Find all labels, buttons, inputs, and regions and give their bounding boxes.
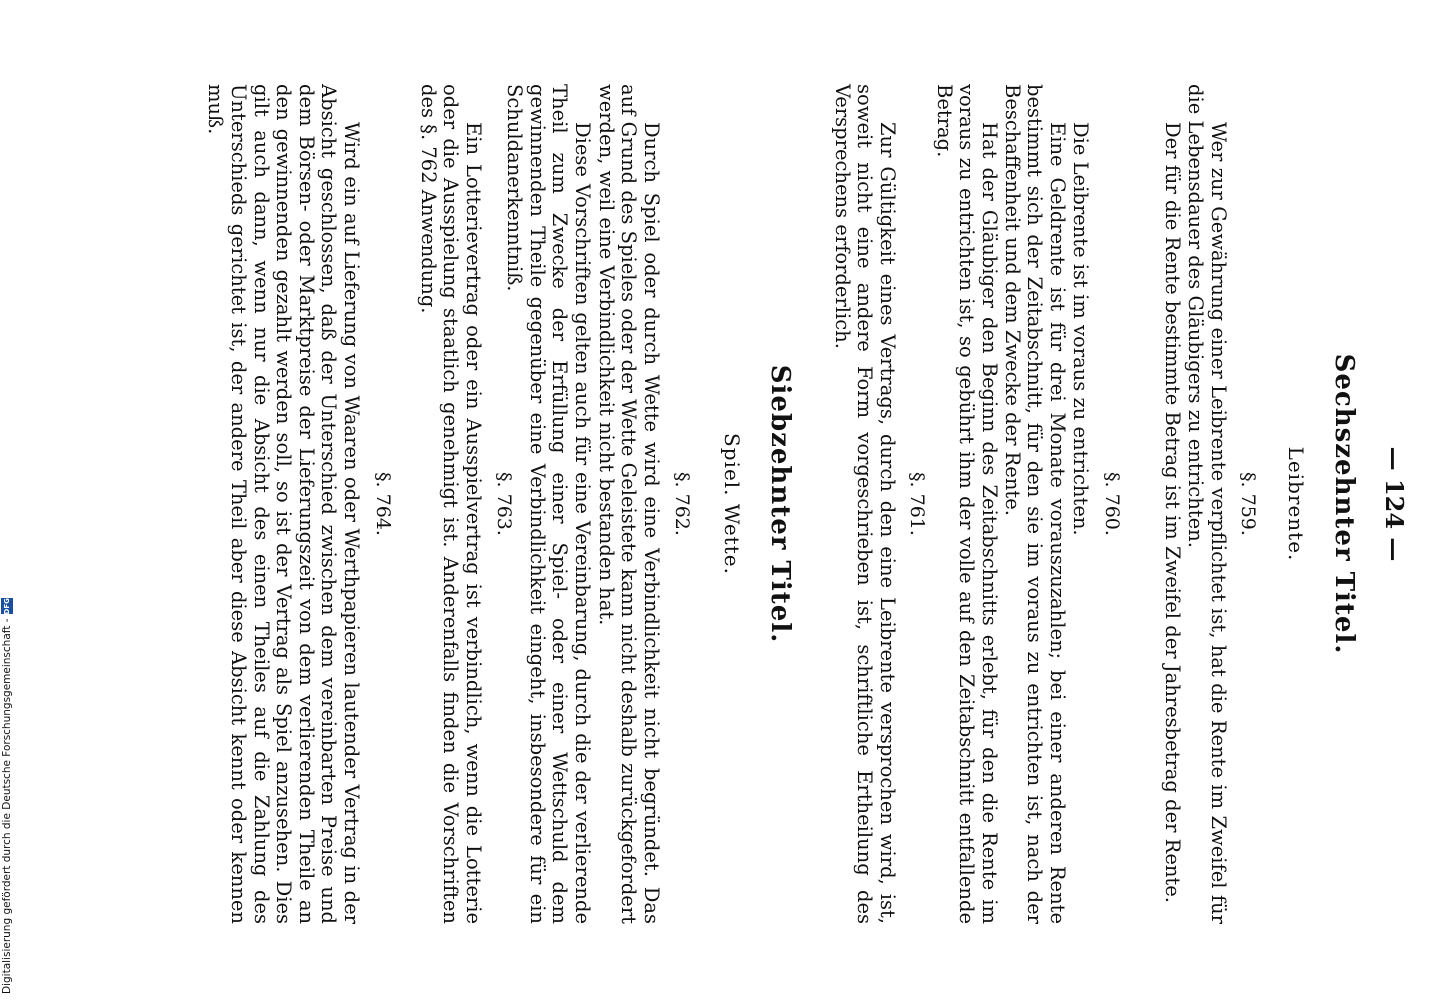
paragraph-764: Wird ein auf Lieferung von Waaren oder Werthpapieren lautender Vertrag in der Absicht geschlossen, daß der Unterschied zwischen dem vereinbarten Preise und dem Börsen- oder Marktpreise der Lieferungszeit von dem verlierenden Theile an den gewinnenden gezahlt werden soll, so ist der Vertrag als Spiel anzusehen. Dies gilt auch dann, wenn nur die Absicht des einen Theiles auf die Zahlung des Unterschieds gerichtet ist, der andere Theil aber diese Absicht kennt oder kennen muß. [204, 84, 363, 924]
paragraph-759-2: Der für die Rente bestimmte Betrag ist im Zweifel der Jahresbetrag der Rente. [1161, 122, 1184, 904]
paragraph-762-1: Durch Spiel oder durch Wette wird eine Verbindlichkeit nicht begründet. Das auf Grund des Spieles oder der Wette Geleistete kann nicht deshalb zurückgefordert werden, weil eine Verbindlichkeit nicht bestanden hat. [594, 84, 663, 924]
title-siebzehnter: Siebzehnter Titel. [765, 364, 795, 644]
title-sechszehnter: Sechszehnter Titel. [1329, 353, 1359, 655]
section-763: §. 763. [493, 472, 515, 536]
footer-text: Digitalisierung gefördert durch die Deutsche Forschungsgemeinschaft - [1, 618, 13, 994]
section-762: §. 762. [671, 472, 693, 536]
section-760: §. 760. [1101, 472, 1123, 536]
paragraph-762-2: Diese Vorschriften gelten auch für eine Vereinbarung, durch die der verlierende Theil zum Zwecke der Erfüllung einer Spiel- oder einer Wettschuld dem gewinnenden Theile gegenüber eine Verbindlichkeit eingeht, insbesondere für ein Schuldanerkenntniß. [503, 84, 594, 924]
section-761: §. 761. [906, 472, 928, 536]
page-number: — 124 — [1380, 446, 1409, 562]
paragraph-763: Ein Lotterievertrag oder ein Ausspielvertrag ist verbindlich, wenn die Lotterie oder die Ausspielung staatlich genehmigt ist. Anderenfalls finden die Vorschriften des §. 762 Anwendung. [416, 84, 485, 924]
paragraph-759-1: Wer zur Gewährung einer Leibrente verpflichtet ist, hat die Rente im Zweifel für die Lebensdauer des Gläubigers zu entrichten. [1184, 84, 1230, 924]
paragraph-760-2: Eine Geldrente ist für drei Monate vorauszuzahlen; bei einer anderen Rente bestimmt sich der Zeitabschnitt, für den sie im voraus zu entrichten ist, nach der Beschaffenheit und dem Zwecke der Rente. [1000, 84, 1069, 924]
dfg-logo-icon: DFG [3, 598, 11, 615]
paragraph-760-3: Hat der Gläubiger den Beginn des Zeitabschnitts erlebt, für den die Rente im voraus zu entrichten ist, so gebührt ihm der volle auf den Zeitabschnitt entfallende Betrag. [932, 84, 1001, 924]
subtitle-spiel-wette: Spiel. Wette. [720, 433, 744, 575]
section-759: §. 759. [1237, 472, 1259, 536]
subtitle-leibrente: Leibrente. [1284, 446, 1308, 562]
paragraph-760-1: Die Leibrente ist im voraus zu entrichten. [1069, 122, 1092, 536]
paragraph-761: Zur Gültigkeit eines Vertrags, durch den eine Leibrente versprochen wird, ist, soweit nicht eine andere Form vorgeschrieben ist, schriftliche Ertheilung des Versprechens erforderlich. [830, 84, 899, 924]
section-764: §. 764. [372, 472, 394, 536]
